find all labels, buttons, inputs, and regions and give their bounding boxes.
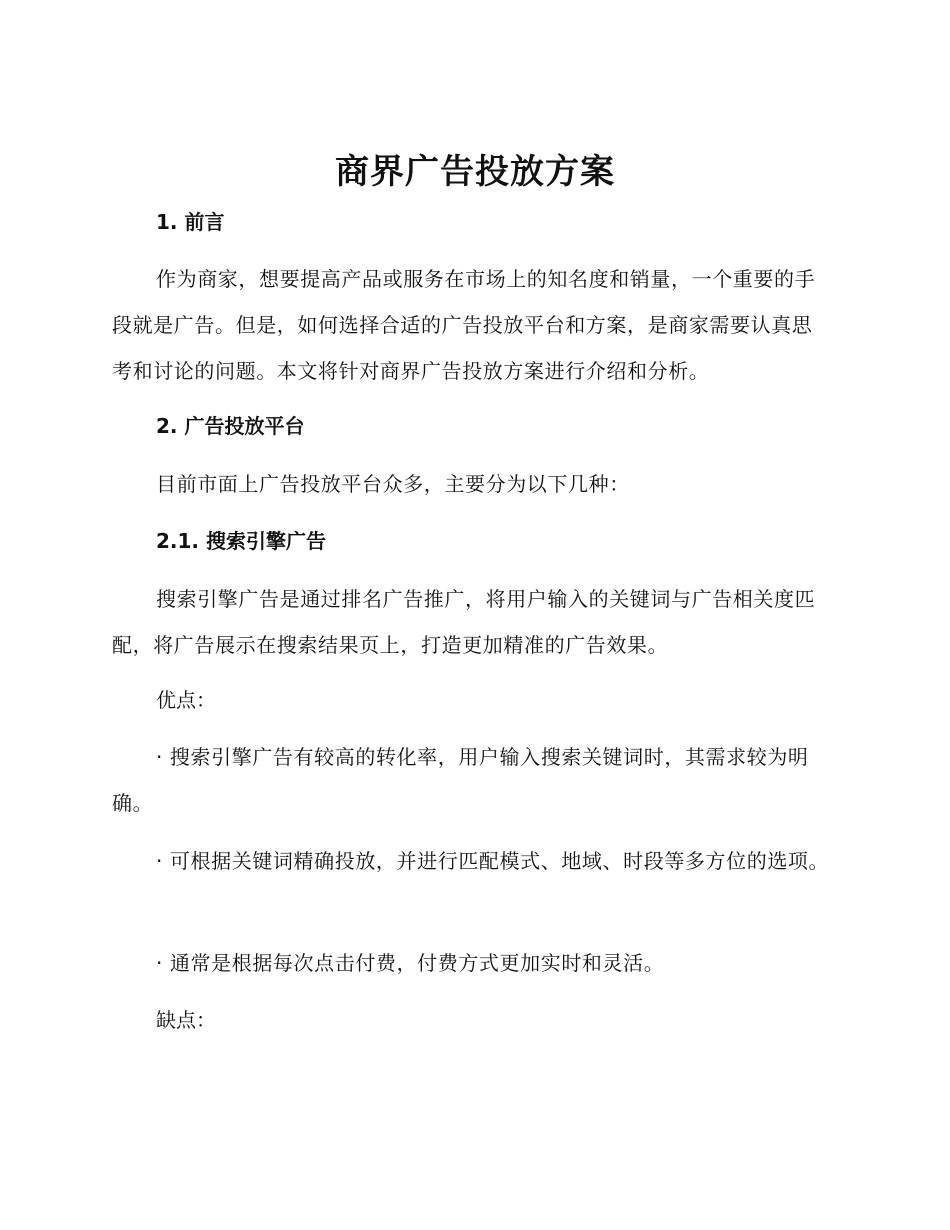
pros-item-2: · 可根据关键词精确投放，并进行匹配模式、地域、时段等多方位的选项。 bbox=[156, 849, 830, 873]
section-heading-preface: 1. 前言 bbox=[156, 210, 225, 234]
document-title: 商界广告投放方案 bbox=[335, 152, 615, 192]
preface-paragraph: 作为商家，想要提高产品或服务在市场上的知名度和销量，一个重要的手段就是广告。但是，如何选择合适的广告投放平台和方案，是商家需要认真思考和讨论的问题。本文将针对商界广告投放方案进行介绍和分析。 bbox=[112, 267, 816, 383]
pros-item-1: · 搜索引擎广告有较高的转化率，用户输入搜索关键词时，其需求较为明确。 bbox=[112, 745, 809, 815]
search-ads-paragraph: 搜索引擎广告是通过排名广告推广，将用户输入的关键词与广告相关度匹配，将广告展示在搜索结果页上，打造更加精准的广告效果。 bbox=[112, 587, 816, 657]
platforms-intro-paragraph: 目前市面上广告投放平台众多，主要分为以下几种： bbox=[156, 472, 630, 496]
section-heading-platforms: 2. 广告投放平台 bbox=[156, 414, 305, 438]
cons-label: 缺点： bbox=[156, 1008, 216, 1032]
pros-item-3: · 通常是根据每次点击付费，付费方式更加实时和灵活。 bbox=[156, 951, 665, 975]
pros-label: 优点： bbox=[156, 688, 216, 712]
subsection-heading-search-ads: 2.1. 搜索引擎广告 bbox=[156, 529, 326, 553]
